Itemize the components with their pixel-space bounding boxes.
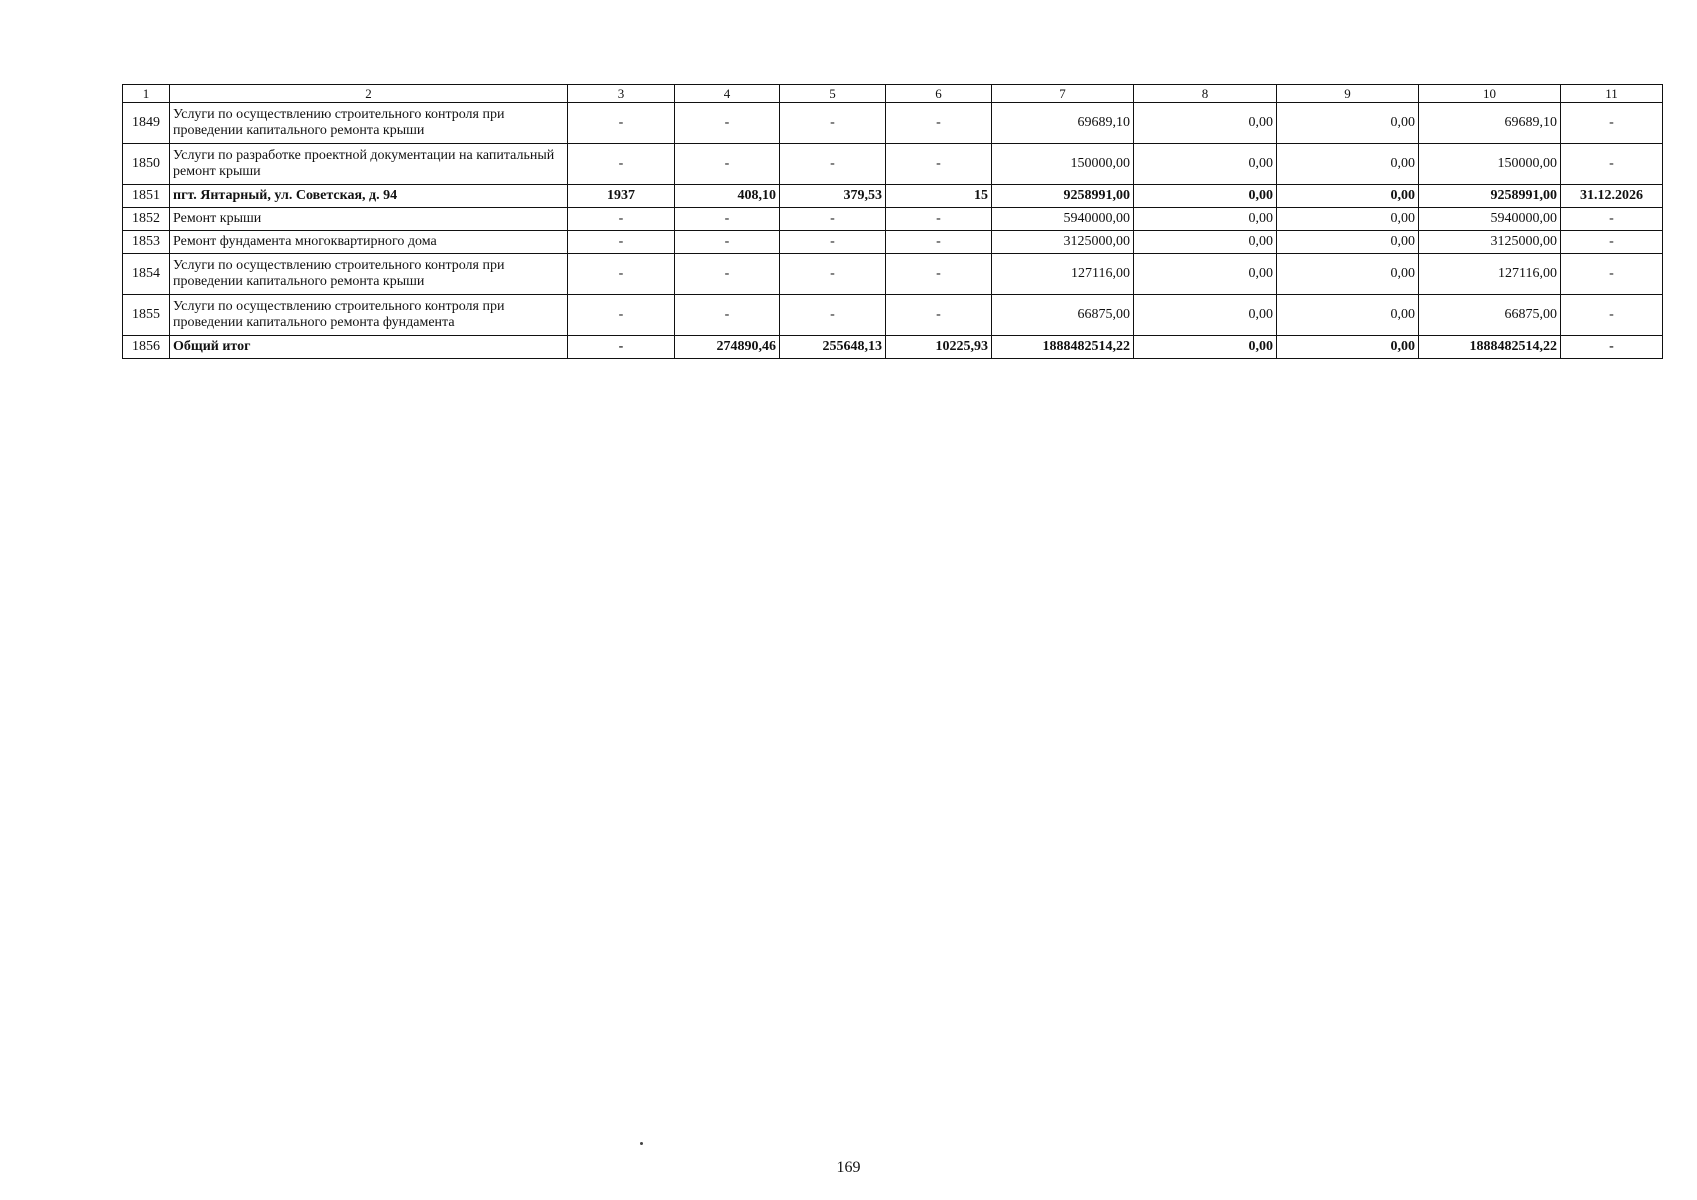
cell-col4: - bbox=[675, 295, 780, 336]
column-header: 9 bbox=[1277, 85, 1419, 103]
cell-col4: 274890,46 bbox=[675, 336, 780, 359]
cell-col6: - bbox=[886, 231, 992, 254]
row-number: 1849 bbox=[123, 103, 170, 144]
cell-col3: - bbox=[568, 103, 675, 144]
cell-col5: - bbox=[780, 144, 886, 185]
cell-col5: - bbox=[780, 295, 886, 336]
cell-col3: - bbox=[568, 254, 675, 295]
cell-col9: 0,00 bbox=[1277, 103, 1419, 144]
data-table bbox=[122, 84, 1663, 359]
cell-col8: 0,00 bbox=[1134, 295, 1277, 336]
cell-col6: - bbox=[886, 103, 992, 144]
cell-col5: - bbox=[780, 103, 886, 144]
cell-col8: 0,00 bbox=[1134, 185, 1277, 208]
row-name: пгт. Янтарный, ул. Советская, д. 94 bbox=[170, 185, 568, 208]
column-header: 8 bbox=[1134, 85, 1277, 103]
cell-col8: 0,00 bbox=[1134, 336, 1277, 359]
row-number: 1852 bbox=[123, 208, 170, 231]
cell-col11: - bbox=[1561, 208, 1663, 231]
cell-col4: - bbox=[675, 231, 780, 254]
cell-col10: 1888482514,22 bbox=[1419, 336, 1561, 359]
row-name: Услуги по осуществлению строительного контроля при проведении капитального ремонта крыши bbox=[170, 254, 568, 295]
column-header: 5 bbox=[780, 85, 886, 103]
row-name: Общий итог bbox=[170, 336, 568, 359]
column-header: 2 bbox=[170, 85, 568, 103]
column-header: 1 bbox=[123, 85, 170, 103]
cell-col7: 69689,10 bbox=[992, 103, 1134, 144]
cell-col3: - bbox=[568, 144, 675, 185]
cell-col5: 255648,13 bbox=[780, 336, 886, 359]
cell-col10: 127116,00 bbox=[1419, 254, 1561, 295]
cell-col10: 69689,10 bbox=[1419, 103, 1561, 144]
table-row bbox=[123, 231, 1663, 254]
cell-col4: - bbox=[675, 254, 780, 295]
table-row-total bbox=[123, 336, 1663, 359]
row-name: Ремонт фундамента многоквартирного дома bbox=[170, 231, 568, 254]
cell-col8: 0,00 bbox=[1134, 144, 1277, 185]
cell-col6: 15 bbox=[886, 185, 992, 208]
cell-col8: 0,00 bbox=[1134, 208, 1277, 231]
cell-col8: 0,00 bbox=[1134, 254, 1277, 295]
cell-col11: - bbox=[1561, 336, 1663, 359]
cell-col7: 3125000,00 bbox=[992, 231, 1134, 254]
cell-col10: 9258991,00 bbox=[1419, 185, 1561, 208]
cell-col11: - bbox=[1561, 231, 1663, 254]
cell-col7: 127116,00 bbox=[992, 254, 1134, 295]
cell-col6: 10225,93 bbox=[886, 336, 992, 359]
scan-speck bbox=[640, 1142, 643, 1145]
cell-col7: 66875,00 bbox=[992, 295, 1134, 336]
cell-col5: 379,53 bbox=[780, 185, 886, 208]
row-number: 1851 bbox=[123, 185, 170, 208]
cell-col9: 0,00 bbox=[1277, 231, 1419, 254]
cell-col9: 0,00 bbox=[1277, 336, 1419, 359]
cell-col3: - bbox=[568, 208, 675, 231]
cell-col9: 0,00 bbox=[1277, 254, 1419, 295]
table-row bbox=[123, 295, 1663, 336]
cell-col11: - bbox=[1561, 295, 1663, 336]
column-header: 10 bbox=[1419, 85, 1561, 103]
cell-col7: 1888482514,22 bbox=[992, 336, 1134, 359]
cell-col7: 150000,00 bbox=[992, 144, 1134, 185]
cell-col10: 150000,00 bbox=[1419, 144, 1561, 185]
cell-col6: - bbox=[886, 144, 992, 185]
cell-col7: 9258991,00 bbox=[992, 185, 1134, 208]
column-header: 4 bbox=[675, 85, 780, 103]
cell-col9: 0,00 bbox=[1277, 185, 1419, 208]
cell-col9: 0,00 bbox=[1277, 144, 1419, 185]
row-number: 1856 bbox=[123, 336, 170, 359]
document-sheet bbox=[122, 84, 1662, 359]
row-name: Услуги по разработке проектной документации на капитальный ремонт крыши bbox=[170, 144, 568, 185]
cell-col5: - bbox=[780, 254, 886, 295]
cell-col10: 3125000,00 bbox=[1419, 231, 1561, 254]
cell-col11: - bbox=[1561, 103, 1663, 144]
row-number: 1853 bbox=[123, 231, 170, 254]
cell-col3: - bbox=[568, 336, 675, 359]
cell-col6: - bbox=[886, 254, 992, 295]
cell-col3: - bbox=[568, 295, 675, 336]
cell-col10: 66875,00 bbox=[1419, 295, 1561, 336]
row-number: 1855 bbox=[123, 295, 170, 336]
row-number: 1854 bbox=[123, 254, 170, 295]
cell-col3: 1937 bbox=[568, 185, 675, 208]
cell-col5: - bbox=[780, 208, 886, 231]
row-name: Ремонт крыши bbox=[170, 208, 568, 231]
column-number-row bbox=[123, 85, 1663, 103]
cell-col11: - bbox=[1561, 144, 1663, 185]
cell-col9: 0,00 bbox=[1277, 208, 1419, 231]
table-row bbox=[123, 254, 1663, 295]
cell-col9: 0,00 bbox=[1277, 295, 1419, 336]
row-number: 1850 bbox=[123, 144, 170, 185]
table-row bbox=[123, 144, 1663, 185]
cell-col6: - bbox=[886, 208, 992, 231]
cell-col5: - bbox=[780, 231, 886, 254]
column-header: 3 bbox=[568, 85, 675, 103]
table-row bbox=[123, 208, 1663, 231]
row-name: Услуги по осуществлению строительного контроля при проведении капитального ремонта фундамента bbox=[170, 295, 568, 336]
page-number: 169 bbox=[836, 1159, 861, 1176]
cell-col8: 0,00 bbox=[1134, 231, 1277, 254]
column-header: 6 bbox=[886, 85, 992, 103]
cell-col3: - bbox=[568, 231, 675, 254]
table-row bbox=[123, 185, 1663, 208]
cell-col8: 0,00 bbox=[1134, 103, 1277, 144]
cell-col4: - bbox=[675, 144, 780, 185]
column-header: 7 bbox=[992, 85, 1134, 103]
cell-col10: 5940000,00 bbox=[1419, 208, 1561, 231]
cell-col4: 408,10 bbox=[675, 185, 780, 208]
row-name: Услуги по осуществлению строительного контроля при проведении капитального ремонта крыши bbox=[170, 103, 568, 144]
cell-col4: - bbox=[675, 103, 780, 144]
cell-col4: - bbox=[675, 208, 780, 231]
cell-col11: 31.12.2026 bbox=[1561, 185, 1663, 208]
cell-col6: - bbox=[886, 295, 992, 336]
cell-col7: 5940000,00 bbox=[992, 208, 1134, 231]
cell-col11: - bbox=[1561, 254, 1663, 295]
table-row bbox=[123, 103, 1663, 144]
column-header: 11 bbox=[1561, 85, 1663, 103]
